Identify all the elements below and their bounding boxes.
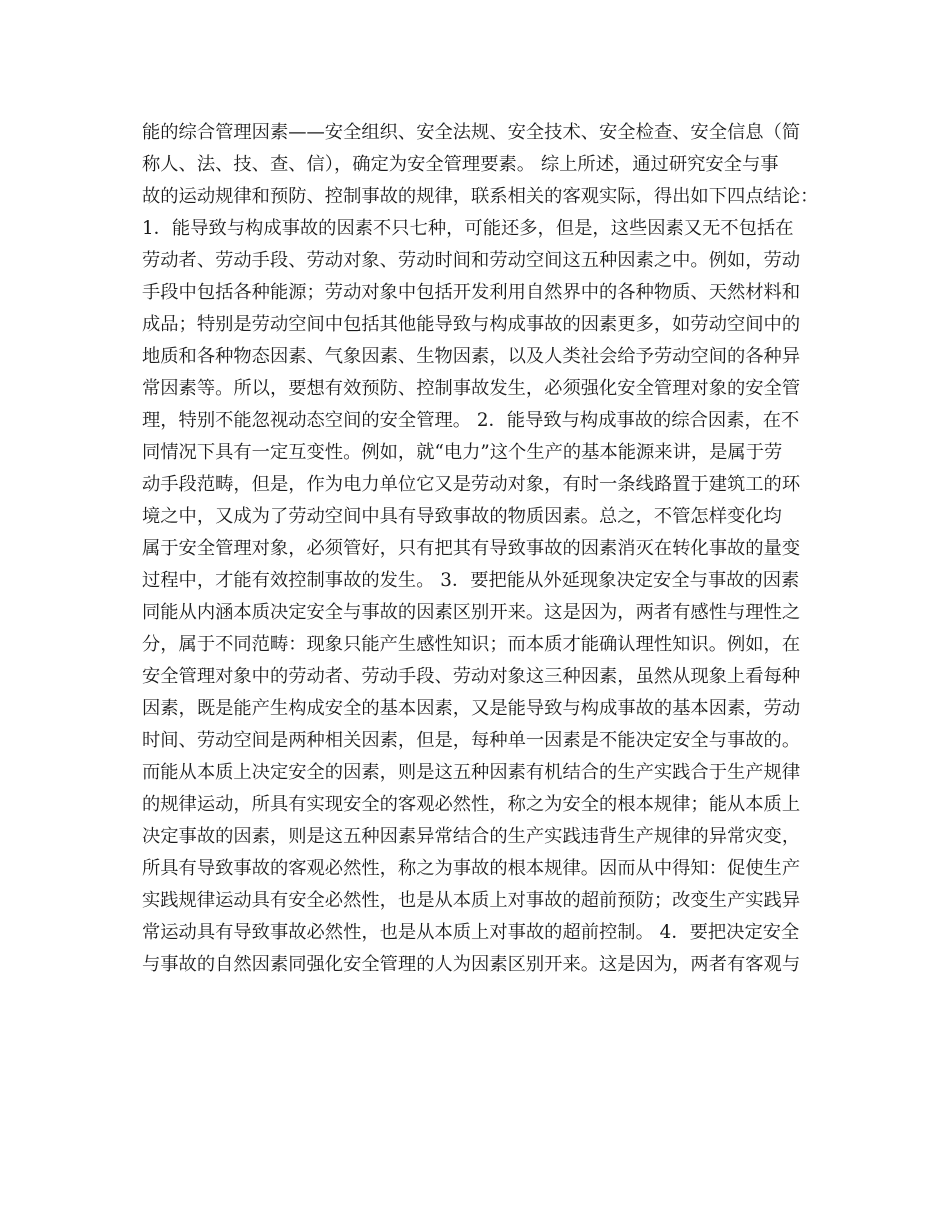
text-line: 常运动具有导致事故必然性，也是从本质上对事故的超前控制。 4．要把决定安全	[142, 922, 800, 943]
text-line: 劳动者、劳动手段、劳动对象、劳动时间和劳动空间这五种因素之中。例如，劳动	[142, 250, 801, 271]
text-line: 过程中，才能有效控制事故的发生。 3．要把能从外延现象决定安全与事故的因素	[142, 570, 800, 591]
text-line: 故的运动规律和预防、控制事故的规律，联系相关的客观实际，得出如下四点结论：	[142, 186, 819, 207]
text-line: 的规律运动，所具有实现安全的客观必然性，称之为安全的根本规律；能从本质上	[142, 794, 801, 815]
text-line: 理，特别不能忽视动态空间的安全管理。 2．能导致与构成事故的综合因素，在不	[142, 410, 800, 431]
text-line: 决定事故的因素，则是这五种因素异常结合的生产实践违背生产规律的异常灾变，	[142, 826, 801, 847]
text-line: 境之中，又成为了劳动空间中具有导致事故的物质因素。总之，不管怎样变化均	[142, 506, 782, 527]
body-text	[142, 117, 827, 981]
text-line: 常因素等。所以，要想有效预防、控制事故发生，必须强化安全管理对象的安全管	[142, 378, 801, 399]
text-line: 动手段范畴，但是，作为电力单位它又是劳动对象，有时一条线路置于建筑工的环	[142, 474, 801, 495]
text-line: 同能从内涵本质决定安全与事故的因素区别开来。这是因为，两者有感性与理性之	[142, 602, 801, 623]
text-line: 同情况下具有一定互变性。例如，就“电力”这个生产的基本能源来讲，是属于劳	[142, 442, 783, 463]
text-line: 所具有导致事故的客观必然性，称之为事故的根本规律。因而从中得知：促使生产	[142, 858, 801, 879]
text-line: 实践规律运动具有安全必然性，也是从本质上对事故的超前预防；改变生产实践异	[142, 890, 801, 911]
text-line: 能的综合管理因素——安全组织、安全法规、安全技术、安全检查、安全信息（简	[142, 122, 801, 143]
text-line: 分，属于不同范畴：现象只能产生感性知识；而本质才能确认理性知识。例如，在	[142, 634, 801, 655]
text-line: 属于安全管理对象，必须管好，只有把其有导致事故的因素消灭在转化事故的量变	[142, 538, 801, 559]
text-line: 安全管理对象中的劳动者、劳动手段、劳动对象这三种因素，虽然从现象上看每种	[142, 666, 801, 687]
text-line: 称人、法、技、查、信），确定为安全管理要素。 综上所述，通过研究安全与事	[142, 154, 779, 175]
text-line: 手段中包括各种能源；劳动对象中包括开发利用自然界中的各种物质、天然材料和	[142, 282, 801, 303]
text-line: 而能从本质上决定安全的因素，则是这五种因素有机结合的生产实践合于生产规律	[142, 762, 801, 783]
text-line: 地质和各种物态因素、气象因素、生物因素，以及人类社会给予劳动空间的各种异	[142, 346, 801, 367]
text-line: 因素，既是能产生构成安全的基本因素，又是能导致与构成事故的基本因素，劳动	[142, 698, 801, 719]
text-line: 与事故的自然因素同强化安全管理的人为因素区别开来。这是因为，两者有客观与	[142, 954, 801, 975]
text-line: 时间、劳动空间是两种相关因素，但是，每种单一因素是不能决定安全与事故的。	[142, 730, 801, 751]
text-line: 成品；特别是劳动空间中包括其他能导致与构成事故的因素更多，如劳动空间中的	[142, 314, 801, 335]
text-line: 1．能导致与构成事故的因素不只七种，可能还多，但是，这些因素又无不包括在	[142, 218, 794, 239]
